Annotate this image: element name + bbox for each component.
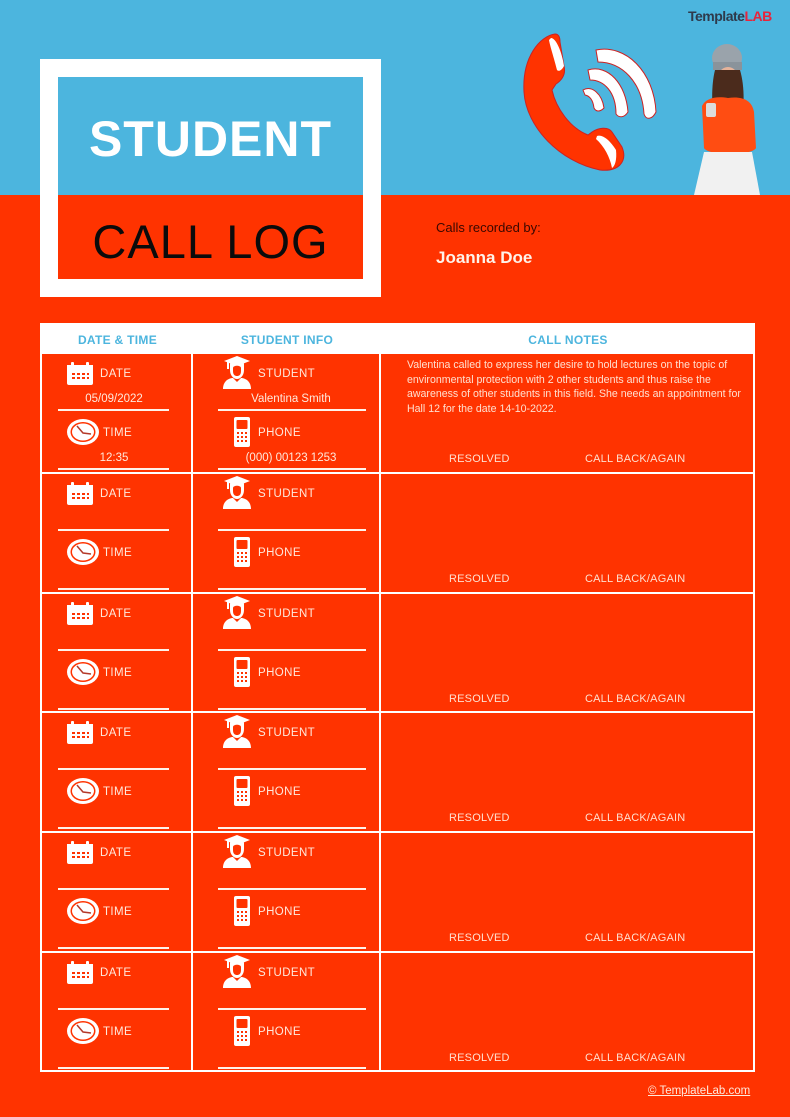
table-row — [42, 592, 753, 712]
date-underline — [58, 409, 169, 411]
resolved-option[interactable]: RESOLVED — [449, 1052, 510, 1064]
student-label: STUDENT — [258, 967, 316, 979]
column-divider — [191, 474, 193, 592]
phone-label: PHONE — [258, 427, 301, 439]
column-divider — [191, 713, 193, 831]
phone-underline — [218, 827, 366, 829]
time-underline — [58, 947, 169, 949]
calendar-icon — [66, 961, 94, 985]
graduate-icon — [223, 715, 251, 748]
phone-label: PHONE — [258, 667, 301, 679]
date-underline — [58, 529, 169, 531]
title-bottom-panel — [58, 195, 363, 279]
date-label: DATE — [100, 368, 132, 380]
resolved-option[interactable]: RESOLVED — [449, 812, 510, 824]
phone-underline — [218, 947, 366, 949]
date-label: DATE — [100, 488, 132, 500]
time-label: TIME — [103, 427, 133, 439]
header-date-time: DATE & TIME — [77, 332, 158, 347]
mobile-phone-icon — [234, 1016, 250, 1046]
title-top-panel — [58, 77, 363, 195]
student-label: STUDENT — [258, 727, 316, 739]
table-row — [42, 951, 753, 1071]
table-header — [42, 325, 753, 354]
phone-label: PHONE — [258, 547, 301, 559]
column-divider — [191, 354, 193, 472]
clock-icon — [66, 897, 100, 925]
calendar-icon — [66, 602, 94, 626]
time-value[interactable]: 12:35 — [99, 452, 129, 464]
column-divider — [379, 474, 381, 592]
date-underline — [58, 888, 169, 890]
column-divider — [379, 354, 381, 472]
phone-label: PHONE — [258, 1026, 301, 1038]
templatelab-link[interactable]: © TemplateLab.com — [648, 1085, 751, 1097]
table-row — [42, 831, 753, 951]
call-back-option[interactable]: CALL BACK/AGAIN — [585, 573, 686, 585]
calendar-icon — [66, 362, 94, 386]
date-underline — [58, 1008, 169, 1010]
column-divider — [191, 953, 193, 1071]
column-divider — [191, 594, 193, 712]
time-label: TIME — [103, 667, 133, 679]
date-label: DATE — [100, 967, 132, 979]
clock-icon — [66, 1017, 100, 1045]
call-back-option[interactable]: CALL BACK/AGAIN — [585, 1052, 686, 1064]
phone-label: PHONE — [258, 786, 301, 798]
column-divider — [379, 833, 381, 951]
student-label: STUDENT — [258, 488, 316, 500]
call-back-option[interactable]: CALL BACK/AGAIN — [585, 453, 686, 465]
student-label: STUDENT — [258, 608, 316, 620]
page-title-line1: STUDENT — [88, 111, 333, 167]
header-call-notes: CALL NOTES — [528, 332, 608, 347]
call-log-table — [40, 323, 755, 1072]
date-label: DATE — [100, 847, 132, 859]
time-label: TIME — [103, 1026, 133, 1038]
resolved-option[interactable]: RESOLVED — [449, 932, 510, 944]
resolved-option[interactable]: RESOLVED — [449, 693, 510, 705]
header-student-info: STUDENT INFO — [240, 332, 334, 347]
column-divider — [379, 594, 381, 712]
mobile-phone-icon — [234, 537, 250, 567]
call-back-option[interactable]: CALL BACK/AGAIN — [585, 693, 686, 705]
time-label: TIME — [103, 906, 133, 918]
column-divider — [191, 833, 193, 951]
column-divider — [379, 713, 381, 831]
mobile-phone-icon — [234, 776, 250, 806]
student-underline — [218, 768, 366, 770]
student-value[interactable]: Valentina Smith — [251, 393, 331, 405]
resolved-option[interactable]: RESOLVED — [449, 453, 510, 465]
date-underline — [58, 768, 169, 770]
student-label: STUDENT — [258, 368, 316, 380]
resolved-option[interactable]: RESOLVED — [449, 573, 510, 585]
phone-ringing-icon — [520, 22, 680, 172]
phone-underline — [218, 708, 366, 710]
time-label: TIME — [103, 786, 133, 798]
time-underline — [58, 827, 169, 829]
graduate-icon — [223, 476, 251, 509]
clock-icon — [66, 658, 100, 686]
time-underline — [58, 708, 169, 710]
calendar-icon — [66, 841, 94, 865]
student-label: STUDENT — [258, 847, 316, 859]
clock-icon — [66, 418, 100, 446]
phone-underline — [218, 1067, 366, 1069]
recorder-name[interactable]: Joanna Doe — [436, 248, 533, 267]
phone-label: PHONE — [258, 906, 301, 918]
calendar-icon — [66, 721, 94, 745]
date-underline — [58, 649, 169, 651]
templatelab-logo: TemplateLAB — [688, 8, 772, 24]
graduate-icon — [223, 596, 251, 629]
column-divider — [379, 953, 381, 1071]
call-back-option[interactable]: CALL BACK/AGAIN — [585, 932, 686, 944]
calendar-icon — [66, 482, 94, 506]
student-underline — [218, 529, 366, 531]
time-underline — [58, 468, 169, 470]
page-title-line2: CALL LOG — [92, 214, 329, 268]
student-underline — [218, 888, 366, 890]
table-row — [42, 472, 753, 592]
phone-underline — [218, 468, 366, 470]
title-frame — [40, 59, 381, 297]
clock-icon — [66, 777, 100, 805]
phone-underline — [218, 588, 366, 590]
date-label: DATE — [100, 727, 132, 739]
graduate-icon — [223, 835, 251, 868]
call-notes-text[interactable]: Valentina called to express her desire to hold lectures on the topic of environmental protection with 2 other students and thus raise the awareness of other students in this field. She needs an appointment for Hall 12 for the date 14-10-2022. — [407, 359, 741, 415]
time-underline — [58, 1067, 169, 1069]
clock-icon — [66, 538, 100, 566]
student-underline — [218, 1008, 366, 1010]
recorded-by-label: Calls recorded by: — [436, 220, 541, 235]
woman-with-phone-image — [688, 40, 768, 195]
table-row — [42, 352, 753, 472]
time-underline — [58, 588, 169, 590]
mobile-phone-icon — [234, 417, 250, 447]
table-row — [42, 711, 753, 831]
mobile-phone-icon — [234, 657, 250, 687]
mobile-phone-icon — [234, 896, 250, 926]
time-label: TIME — [103, 547, 133, 559]
call-back-option[interactable]: CALL BACK/AGAIN — [585, 812, 686, 824]
student-underline — [218, 409, 366, 411]
date-value[interactable]: 05/09/2022 — [85, 393, 143, 405]
phone-value[interactable]: (000) 00123 1253 — [245, 452, 337, 464]
graduate-icon — [223, 955, 251, 988]
student-underline — [218, 649, 366, 651]
graduate-icon — [223, 356, 251, 389]
date-label: DATE — [100, 608, 132, 620]
